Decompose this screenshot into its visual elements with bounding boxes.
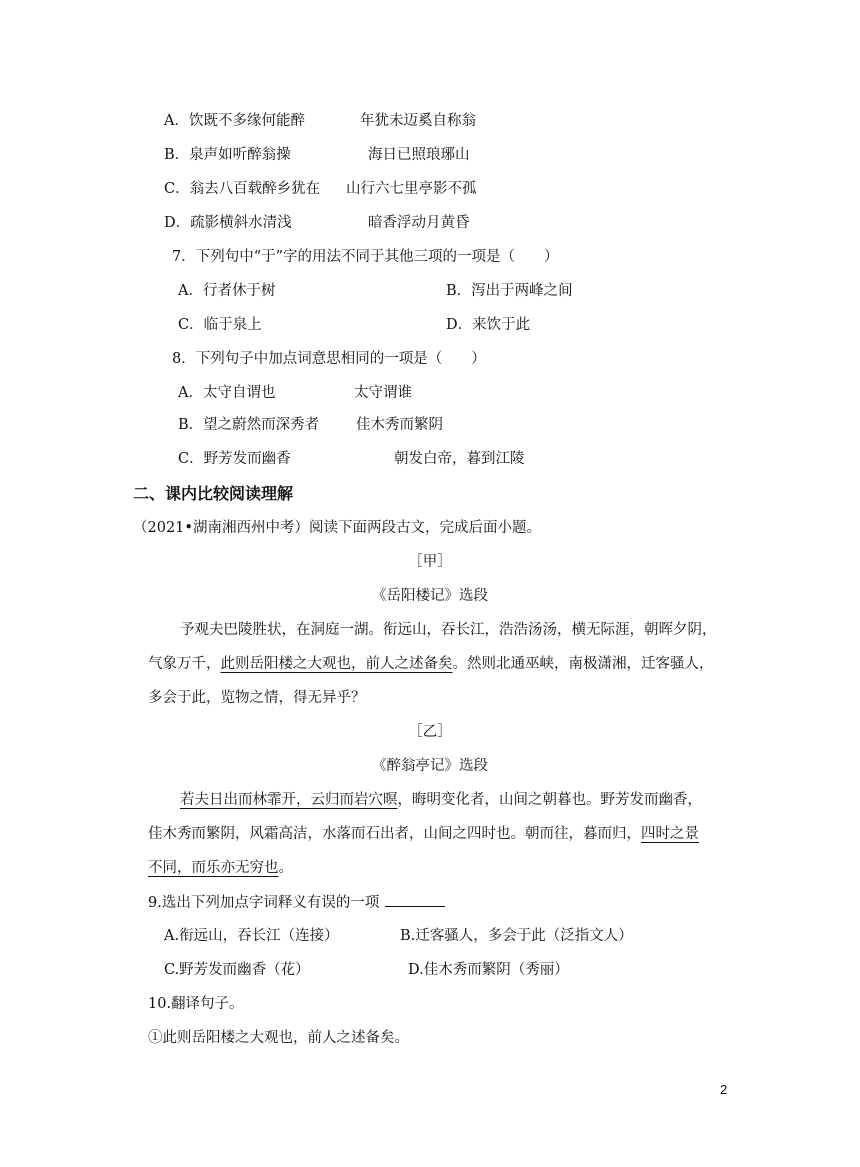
passage-jia-line-2-post: 。然则北通巫峡，南极潇湘，迁客骚人， [452, 656, 714, 672]
section-heading: 二、课内比较阅读理解 [133, 484, 294, 503]
passage-jia-line-3: 多会于此，览物之情，得无异乎？ [148, 690, 366, 706]
section-source: （2021•湖南湘西州中考）阅读下面两段古文，完成后面小题。 [133, 520, 541, 536]
passage-jia-underlined-sentence: 此则岳阳楼之大观也，前人之述备矣 [220, 656, 453, 672]
q7-option-b: B．泻出于两峰之间 [446, 283, 573, 299]
q6-option-c-right: 山行六七里亭影不孤 [346, 181, 477, 197]
page-number: 2 [720, 1082, 728, 1097]
q8-option-c-left: C．野芳发而幽香 [178, 451, 291, 467]
q7-option-d: D．来饮于此 [446, 317, 531, 333]
passage-jia-line-1: 予观夫巴陵胜状，在洞庭一湖。衔远山，吞长江，浩浩汤汤，横无际涯，朝晖夕阴， [180, 622, 717, 638]
q8-option-b-right: 佳木秀而繁阴 [356, 417, 443, 433]
q6-option-a-left: A．饮既不多缘何能醉 [164, 113, 305, 129]
q6-option-b-right: 海日已照琅琊山 [368, 147, 470, 163]
q6-option-a-right: 年犹未迈奚自称翁 [360, 113, 476, 129]
q9-option-d: D.佳木秀而繁阴（秀丽） [408, 962, 569, 978]
q6-option-c [164, 179, 320, 199]
passage-yi-underlined-sentence-2b: 不同，而乐亦无穷也 [148, 860, 279, 876]
q9-answer-blank[interactable] [385, 892, 445, 907]
q6-option-b-left: B．泉声如听醉翁操 [164, 147, 291, 163]
q9-option-a: A.衔远山，吞长江（连接） [164, 928, 339, 944]
q10-item-1: ①此则岳阳楼之大观也，前人之述备矣。 [148, 1030, 409, 1046]
passage-yi-line-3-post: 。 [278, 860, 293, 876]
q8-option-c-right: 朝发白帝，暮到江陵 [394, 451, 525, 467]
passage-yi-underlined-sentence-1: 若夫日出而林霏开，云归而岩穴暝 [180, 792, 398, 808]
q6-option-d-right: 暗香浮动月黄昏 [368, 215, 470, 231]
passage-yi-line-2 [148, 824, 699, 844]
passage-jia-title: 《岳阳楼记》选段 [372, 588, 488, 604]
passage-yi-title: 《醉翁亭记》选段 [372, 758, 488, 774]
q8-option-b-left: B．望之蔚然而深秀者 [178, 417, 320, 433]
passage-jia-label: ［甲］ [408, 554, 452, 570]
q8-stem: 8．下列句子中加点词意思相同的一项是（ ） [172, 351, 486, 367]
q6-option-a [164, 111, 305, 131]
passage-yi-underlined-sentence-2a: 四时之景 [641, 826, 699, 842]
passage-yi-line-1 [180, 790, 702, 810]
q6-option-c-left: C．翁去八百载醉乡犹在 [164, 181, 321, 197]
q9-option-b: B.迁客骚人，多会于此（泛指文人） [400, 928, 633, 944]
passage-yi-line-2-pre: 佳木秀而繁阴，风霜高洁，水落而石出者，山间之四时也。朝而往，暮而归， [148, 826, 641, 842]
q9-stem-line [148, 892, 445, 913]
q6-option-d-left: D．疏影横斜水清浅 [164, 215, 292, 231]
q7-stem: 7．下列句中“于”字的用法不同于其他三项的一项是（ ） [172, 249, 559, 265]
q7-option-c: C．临于泉上 [178, 317, 262, 333]
q10-stem: 10.翻译句子。 [148, 996, 244, 1012]
q9-stem: 9.选出下列加点字词释义有误的一项 [148, 895, 380, 911]
passage-jia-line-2-pre: 气象万千， [148, 656, 221, 672]
passage-yi-line-3 [148, 858, 293, 878]
q6-option-b [164, 145, 291, 165]
q9-option-c: C.野芳发而幽香（花） [164, 962, 310, 978]
passage-jia-line-2 [148, 654, 714, 674]
q8-option-a-right: 太守谓谁 [354, 385, 412, 401]
passage-yi-line-1-post: ，晦明变化者，山间之朝暮也。野芳发而幽香， [397, 792, 702, 808]
q8-option-a-left: A．太守自谓也 [178, 385, 276, 401]
q7-option-a: A．行者休于树 [178, 283, 276, 299]
passage-yi-label: ［乙］ [408, 724, 452, 740]
q6-option-d [164, 213, 292, 233]
